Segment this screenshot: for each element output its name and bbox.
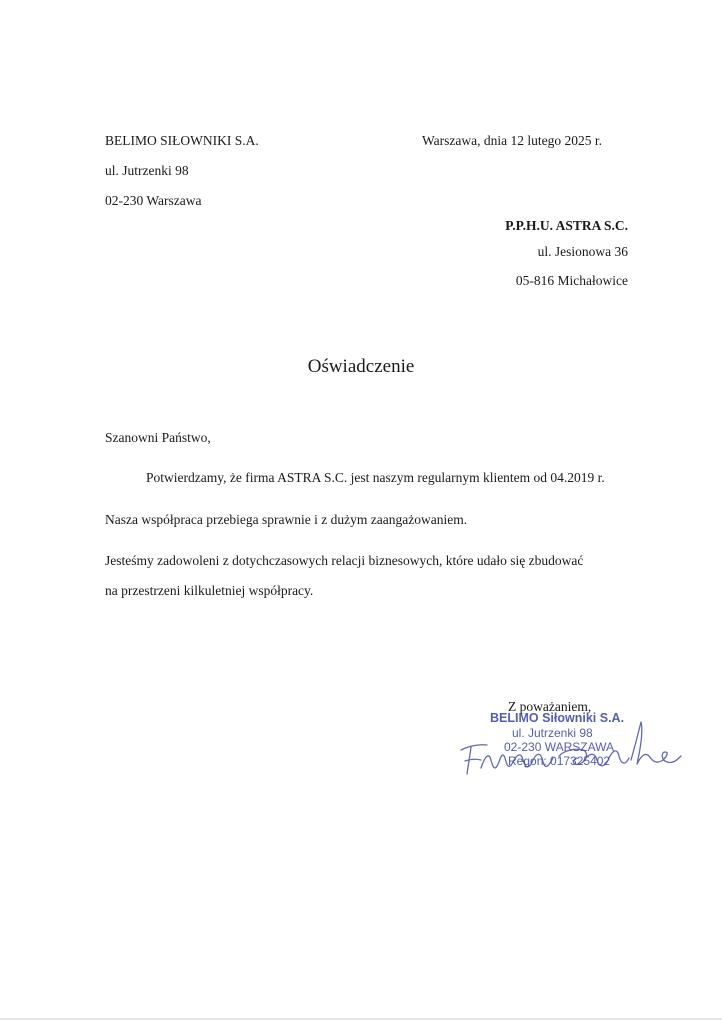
recipient-city: 05-816 Michałowice <box>515 273 628 288</box>
recipient-street: ul. Jesionowa 36 <box>537 244 628 259</box>
paragraph-confirmation: Potwierdzamy, że firma ASTRA S.C. jest naszym regularnym klientem od 04.2019 r. <box>146 470 605 485</box>
stamp-regon: Regon: 017325402 <box>508 754 611 768</box>
paragraph-cooperation: Nasza współpraca przebiega sprawnie i z dużym zaangażowaniem. <box>105 512 468 527</box>
document-title: Oświadczenie <box>307 356 415 377</box>
sender-street: ul. Jutrzenki 98 <box>105 163 189 178</box>
paragraph-satisfaction-line-2: na przestrzeni kilkuletniej współpracy. <box>105 583 314 598</box>
sender-name: BELIMO SIŁOWNIKI S.A. <box>105 133 259 148</box>
page-bottom-divider <box>0 1018 722 1020</box>
closing-phrase: Z poważaniem, <box>508 699 592 714</box>
date-line: Warszawa, dnia 12 lutego 2025 r. <box>422 133 602 148</box>
salutation: Szanowni Państwo, <box>105 430 211 445</box>
sender-city: 02-230 Warszawa <box>105 193 202 208</box>
handwritten-signature-icon <box>455 716 685 784</box>
paragraph-satisfaction-line-1: Jesteśmy zadowoleni z dotychczasowych relacji biznesowych, które udało się zbudować <box>105 553 584 568</box>
stamp-city: 02-230 WARSZAWA <box>504 740 615 754</box>
recipient-name: P.P.H.U. ASTRA S.C. <box>505 218 628 233</box>
stamp-company-name: BELIMO Siłowniki S.A. <box>490 711 625 725</box>
stamp-street: ul. Jutrzenki 98 <box>512 726 593 740</box>
